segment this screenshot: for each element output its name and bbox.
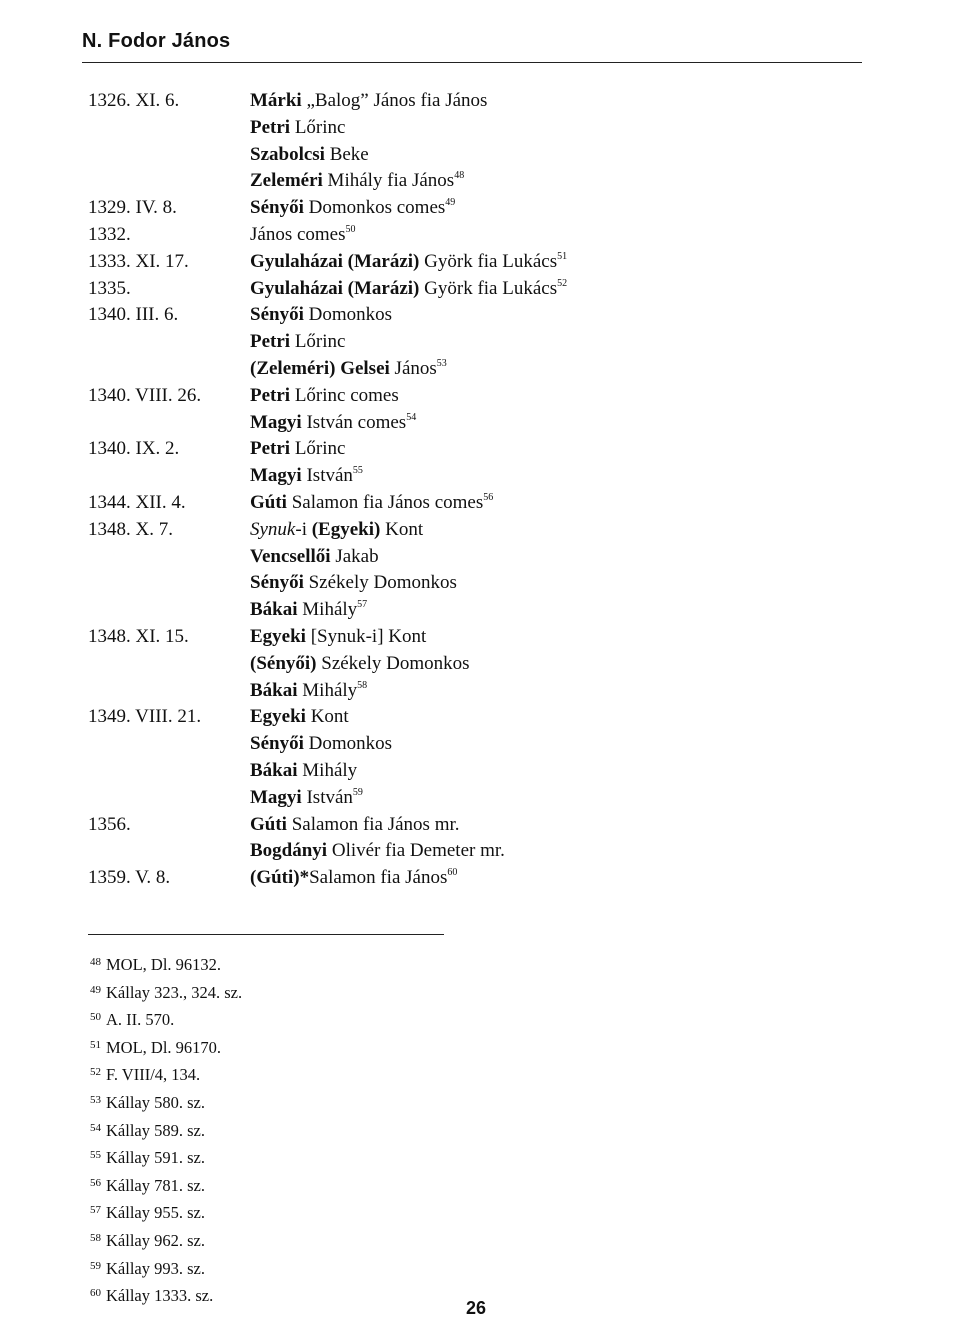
- family-name: Gyulaházai (Marázi): [250, 250, 420, 272]
- entry-row: [88, 383, 868, 437]
- family-name: Bogdányi: [250, 840, 328, 862]
- given-name: János: [389, 357, 437, 379]
- entry-date: 1326. XI. 6.: [88, 90, 180, 111]
- entry-names: [250, 436, 868, 490]
- given-name: Salamon fia János comes: [286, 491, 484, 513]
- entry-names: [250, 222, 868, 249]
- entry-date: 1349. VIII. 21.: [88, 706, 202, 728]
- entries-list: [88, 88, 868, 892]
- given-name: Kont: [380, 518, 424, 540]
- family-name: Petri: [250, 116, 291, 138]
- family-name: Egyeki: [250, 625, 306, 647]
- name-italic: Synuk: [250, 518, 296, 540]
- name-line: [250, 544, 868, 571]
- given-name: „Balog” János fia János: [301, 90, 488, 111]
- family-name: Magyi: [250, 465, 302, 487]
- family-name: Gúti: [250, 491, 287, 513]
- family-name: (Egyeki): [311, 518, 381, 540]
- footnote-number: 52: [90, 1066, 101, 1079]
- given-name: Mihály: [297, 759, 358, 781]
- name-line: [250, 329, 868, 356]
- entry-names: [250, 865, 868, 892]
- given-name: Mihály: [297, 679, 358, 701]
- footnote-item: [90, 1060, 242, 1088]
- footnote-ref: 52: [557, 277, 568, 289]
- name-line: [250, 678, 868, 705]
- name-line: [250, 597, 868, 624]
- footnote-item: [90, 1088, 242, 1116]
- footnote-number: 54: [90, 1121, 101, 1134]
- name-line: [250, 142, 868, 169]
- given-name: Lőrinc: [290, 331, 346, 353]
- family-name: Magyi: [250, 411, 302, 433]
- family-name: Gyulaházai (Marázi): [250, 277, 420, 299]
- family-name: Magyi: [250, 786, 302, 808]
- family-name: (Zeleméri) Gelsei: [250, 357, 390, 379]
- entry-row: [88, 704, 868, 811]
- footnote-ref: 53: [436, 357, 447, 369]
- name-line: [250, 302, 868, 329]
- name-line: [250, 88, 868, 115]
- footnote-text: A. II. 570.: [106, 1010, 175, 1030]
- given-name: [Synuk-i] Kont: [305, 625, 427, 647]
- given-name: István: [301, 465, 353, 487]
- given-name: Lőrinc comes: [290, 384, 399, 406]
- footnote-number: 50: [90, 1011, 101, 1024]
- footnote-item: [90, 1226, 242, 1254]
- footnote-text: Kállay 993. sz.: [106, 1258, 205, 1278]
- footnote-number: 51: [90, 1038, 101, 1051]
- entry-row: [88, 865, 868, 892]
- name-line: [250, 356, 868, 383]
- name-line: [250, 463, 868, 490]
- footnote-number: 55: [90, 1149, 101, 1162]
- footnote-ref: 51: [557, 250, 568, 262]
- footnote-item: [90, 1281, 242, 1309]
- name-line: [250, 436, 868, 463]
- footnote-text: F. VIII/4, 134.: [106, 1065, 201, 1085]
- footnote-item: [90, 1116, 242, 1144]
- entry-names: [250, 490, 868, 517]
- name-line: [250, 517, 868, 544]
- name-line: [250, 704, 868, 731]
- footnote-number: 53: [90, 1093, 101, 1106]
- page-header-title: N. Fodor János: [82, 30, 231, 52]
- entry-row: [88, 249, 868, 276]
- name-line: [250, 490, 868, 517]
- footnote-ref: 60: [447, 867, 458, 879]
- entry-names: [250, 624, 868, 704]
- given-name: István: [301, 786, 353, 808]
- entry-names: [250, 704, 868, 811]
- given-name: Salamon fia János mr.: [286, 813, 460, 835]
- given-name: Salamon fia János: [309, 867, 448, 889]
- entry-row: [88, 222, 868, 249]
- given-name: Mihály fia János: [322, 170, 455, 192]
- entry-row: [88, 195, 868, 222]
- footnote-text: MOL, Dl. 96170.: [106, 1037, 222, 1057]
- footnote-text: Kállay 589. sz.: [106, 1120, 205, 1140]
- family-name: Sényői: [250, 572, 304, 594]
- entry-row: [88, 302, 868, 382]
- footnote-item: [90, 1143, 242, 1171]
- footnote-text: Kállay 962. sz.: [106, 1230, 205, 1250]
- name-line: [250, 865, 868, 892]
- footnote-item: [90, 950, 242, 978]
- family-name: Vencsellői: [250, 545, 331, 567]
- given-name: Mihály: [297, 599, 358, 621]
- family-name: Egyeki: [250, 706, 306, 728]
- family-name: Márki: [250, 90, 302, 111]
- family-name: Petri: [250, 331, 291, 353]
- name-line: [250, 168, 868, 195]
- name-line: [250, 410, 868, 437]
- name-line: [250, 570, 868, 597]
- entry-row: [88, 490, 868, 517]
- entry-date: 1329. IV. 8.: [88, 197, 177, 219]
- entry-date: 1335.: [88, 277, 131, 299]
- entry-date: 1356.: [88, 813, 131, 835]
- footnote-text: Kállay 955. sz.: [106, 1203, 205, 1223]
- name-line: [250, 624, 868, 651]
- family-name: (Gúti)*: [250, 867, 310, 889]
- entry-names: [250, 276, 868, 303]
- footnote-number: 57: [90, 1204, 101, 1217]
- given-name: Domonkos comes: [303, 197, 446, 219]
- footnote-text: Kállay 1333. sz.: [106, 1286, 214, 1306]
- family-name: Szabolcsi: [250, 143, 325, 165]
- entry-date: 1340. IX. 2.: [88, 438, 180, 460]
- footnote-item: [90, 1005, 242, 1033]
- footnote-ref: 49: [445, 197, 456, 209]
- family-name: Sényői: [250, 733, 304, 755]
- footnote-ref: 48: [454, 170, 465, 182]
- footnote-ref: 59: [352, 786, 363, 798]
- footnote-item: [90, 1033, 242, 1061]
- family-name: Bákai: [250, 679, 298, 701]
- page-number: 26: [466, 1298, 487, 1318]
- given-name: János comes: [250, 223, 346, 245]
- name-line: [250, 651, 868, 678]
- footnote-ref: 58: [357, 679, 368, 691]
- given-name: Györk fia Lukács: [419, 250, 558, 272]
- entry-names: [250, 249, 868, 276]
- given-name: Székely Domonkos: [316, 652, 470, 674]
- entry-names: [250, 517, 868, 624]
- footnote-text: Kállay 591. sz.: [106, 1148, 205, 1168]
- given-name: Beke: [324, 143, 369, 165]
- footnote-item: [90, 1254, 242, 1282]
- name-line: [250, 785, 868, 812]
- header-rule: [82, 62, 862, 63]
- name-line: [250, 276, 868, 303]
- entry-date: 1348. XI. 15.: [88, 625, 189, 647]
- footnote-rule: [88, 934, 444, 935]
- family-name: Zeleméri: [250, 170, 323, 192]
- footnotes-list: [90, 950, 242, 1309]
- name-line: [250, 758, 868, 785]
- name-line: [250, 383, 868, 410]
- given-name: Domonkos: [303, 304, 393, 326]
- entry-names: [250, 88, 868, 195]
- entry-row: [88, 88, 868, 195]
- entry-row: [88, 624, 868, 704]
- given-name: Lőrinc: [290, 438, 346, 460]
- family-name: Petri: [250, 384, 291, 406]
- footnote-ref: 57: [357, 599, 368, 611]
- footnote-item: [90, 978, 242, 1006]
- entry-date: 1344. XII. 4.: [88, 491, 186, 513]
- footnote-number: 58: [90, 1231, 101, 1244]
- name-line: [250, 731, 868, 758]
- footnote-ref: 50: [345, 223, 356, 235]
- footnote-number: 48: [90, 956, 101, 968]
- entry-row: [88, 517, 868, 624]
- given-name: Kont: [305, 706, 349, 728]
- given-name: Domonkos: [303, 733, 393, 755]
- entry-names: [250, 302, 868, 382]
- entry-date: 1340. III. 6.: [88, 304, 179, 326]
- entry-names: [250, 195, 868, 222]
- given-name: Székely Domonkos: [303, 572, 457, 594]
- footnote-number: 56: [90, 1176, 101, 1189]
- footnote-text: Kállay 781. sz.: [106, 1175, 205, 1195]
- footnote-item: [90, 1198, 242, 1226]
- name-plain: -i: [295, 518, 312, 540]
- entry-date: 1359. V. 8.: [88, 867, 171, 889]
- name-line: [250, 195, 868, 222]
- footnote-text: Kállay 580. sz.: [106, 1092, 205, 1112]
- family-name: Petri: [250, 438, 291, 460]
- family-name: (Sényői): [250, 652, 317, 674]
- family-name: Bákai: [250, 599, 298, 621]
- footnote-text: MOL, Dl. 96132.: [106, 955, 222, 974]
- footnote-number: 60: [90, 1287, 101, 1300]
- entry-names: [250, 383, 868, 437]
- footnote-ref: 56: [483, 491, 494, 503]
- name-line: [250, 115, 868, 142]
- footnote-ref: 55: [352, 465, 363, 477]
- given-name: István comes: [301, 411, 407, 433]
- footnote-number: 49: [90, 983, 101, 996]
- given-name: Olivér fia Demeter mr.: [327, 840, 505, 862]
- name-line: [250, 249, 868, 276]
- entry-date: 1332.: [88, 223, 131, 245]
- entry-date: 1348. X. 7.: [88, 518, 173, 540]
- given-name: Györk fia Lukács: [419, 277, 558, 299]
- family-name: Bákai: [250, 759, 298, 781]
- family-name: Gúti: [250, 813, 287, 835]
- name-line: [250, 812, 868, 839]
- footnote-text: Kállay 323., 324. sz.: [106, 982, 243, 1002]
- family-name: Sényői: [250, 197, 304, 219]
- footnote-item: [90, 1171, 242, 1199]
- name-line: [250, 222, 868, 249]
- name-line: [250, 838, 868, 865]
- family-name: Sényői: [250, 304, 304, 326]
- given-name: Lőrinc: [290, 116, 346, 138]
- entry-row: [88, 276, 868, 303]
- entry-date: 1340. VIII. 26.: [88, 384, 202, 406]
- given-name: Jakab: [330, 545, 379, 567]
- footnote-number: 59: [90, 1259, 101, 1272]
- entry-row: [88, 436, 868, 490]
- footnote-ref: 54: [406, 411, 417, 423]
- entry-names: [250, 812, 868, 866]
- entry-date: 1333. XI. 17.: [88, 250, 189, 272]
- entry-row: [88, 812, 868, 866]
